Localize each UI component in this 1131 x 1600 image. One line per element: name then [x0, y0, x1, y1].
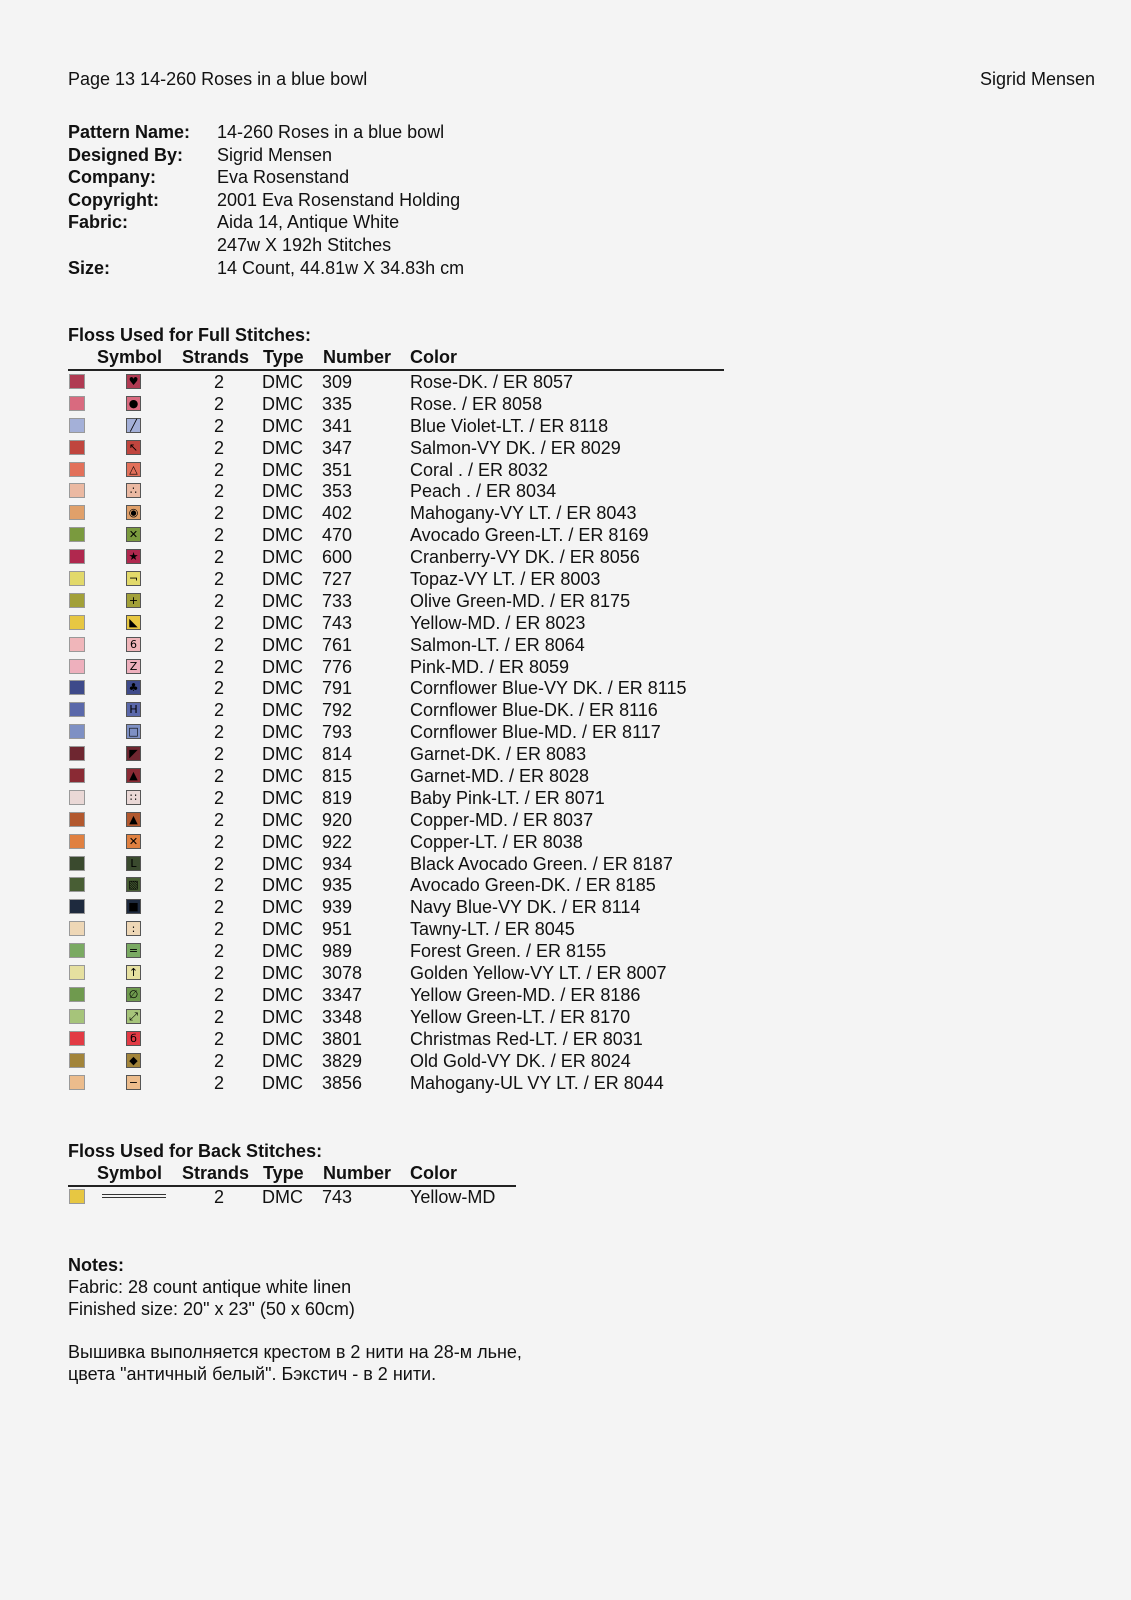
col-type: Type [263, 1163, 304, 1183]
cell-number: 3829 [322, 1050, 363, 1071]
cell-strands: 2 [214, 569, 225, 590]
cell-type: DMC [262, 1028, 303, 1049]
table-row [68, 415, 728, 437]
cell-strands: 2 [214, 744, 225, 765]
cell-number: 600 [322, 547, 353, 568]
cell-color: Yellow Green-LT. / ER 8170 [410, 1006, 631, 1027]
cell-type: DMC [262, 437, 303, 458]
col-color: Color [410, 347, 457, 367]
stitch-symbol-icon: : [126, 921, 141, 936]
table-row [68, 765, 728, 787]
table-row [68, 743, 728, 765]
stitch-symbol-icon: б [126, 1031, 141, 1046]
cell-number: 347 [322, 437, 353, 458]
info-row-copyright [68, 189, 464, 212]
cell-strands: 2 [214, 897, 225, 918]
cell-strands: 2 [214, 459, 225, 480]
table-row [68, 699, 728, 721]
stitch-symbol-icon: ▲ [126, 812, 141, 827]
color-swatch [69, 877, 85, 892]
cell-type: DMC [262, 459, 303, 480]
cell-color: Garnet-DK. / ER 8083 [410, 744, 587, 765]
color-swatch [69, 1009, 85, 1024]
info-value: 14-260 Roses in a blue bowl [217, 122, 445, 142]
color-swatch [69, 1189, 85, 1204]
table-row [68, 656, 728, 678]
cell-type: DMC [262, 1006, 303, 1027]
cell-strands: 2 [214, 415, 225, 436]
cell-number: 920 [322, 809, 353, 830]
cell-color: Navy Blue-VY DK. / ER 8114 [410, 897, 641, 918]
info-value: Aida 14, Antique White [217, 212, 400, 233]
col-number: Number [323, 1163, 392, 1183]
color-swatch [69, 593, 85, 608]
table-row [68, 677, 728, 699]
table-row [68, 984, 728, 1006]
table-row [68, 1006, 728, 1028]
color-swatch [69, 440, 85, 455]
stitch-symbol-icon: ♣ [126, 680, 141, 695]
cell-number: 353 [322, 481, 353, 502]
cell-color: Cranberry-VY DK. / ER 8056 [410, 547, 640, 568]
cell-number: 3078 [322, 963, 363, 984]
table-row [68, 1186, 516, 1208]
info-label: Designed By: [68, 144, 184, 165]
notes-title: Notes: [68, 1255, 125, 1275]
cell-number: 3348 [322, 1006, 363, 1027]
cell-color: Rose-DK. / ER 8057 [410, 372, 574, 392]
cell-type: DMC [262, 897, 303, 918]
page-header-title: Page 13 14-260 Roses in a blue bowl [68, 69, 368, 89]
cell-color: Forest Green. / ER 8155 [410, 941, 607, 962]
cell-number: 793 [322, 722, 353, 743]
table-row [68, 918, 728, 940]
color-swatch [69, 680, 85, 695]
color-swatch [69, 812, 85, 827]
stitch-symbol-icon: ▲ [126, 768, 141, 783]
cell-color: Rose. / ER 8058 [410, 393, 543, 414]
stitch-symbol-icon: ◣ [126, 615, 141, 630]
table-row [68, 1050, 728, 1072]
cell-type: DMC [262, 612, 303, 633]
cell-number: 934 [322, 853, 353, 874]
cell-strands: 2 [214, 372, 225, 392]
color-swatch [69, 571, 85, 586]
table-row [68, 524, 728, 546]
cell-number: 733 [322, 590, 353, 611]
notes [68, 1254, 522, 1385]
pattern-info [68, 121, 464, 279]
color-swatch [69, 702, 85, 717]
color-swatch [69, 418, 85, 433]
info-row-size [68, 257, 464, 280]
cell-type: DMC [262, 569, 303, 590]
stitch-symbol-icon: + [126, 593, 141, 608]
stitch-symbol-icon: ∴ [126, 483, 141, 498]
info-value: 2001 Eva Rosenstand Holding [217, 189, 461, 210]
cell-number: 341 [322, 415, 353, 436]
cell-strands: 2 [214, 503, 225, 524]
cell-number: 791 [322, 678, 353, 699]
cell-type: DMC [262, 590, 303, 611]
cell-color: Baby Pink-LT. / ER 8071 [410, 787, 605, 808]
color-swatch [69, 768, 85, 783]
cell-number: 335 [322, 393, 353, 414]
cell-number: 351 [322, 459, 353, 480]
cell-color: Garnet-MD. / ER 8028 [410, 766, 590, 787]
table-row [68, 962, 728, 984]
color-swatch [69, 396, 85, 411]
color-swatch [69, 834, 85, 849]
cell-number: 935 [322, 875, 353, 896]
cell-strands: 2 [214, 809, 225, 830]
cell-color: Pink-MD. / ER 8059 [410, 656, 570, 677]
cell-strands: 2 [214, 656, 225, 677]
color-swatch [69, 527, 85, 542]
cell-strands: 2 [214, 393, 225, 414]
table-row [68, 853, 728, 875]
cell-type: DMC [262, 656, 303, 677]
color-swatch [69, 1053, 85, 1068]
full-stitches-title: Floss Used for Full Stitches: [68, 325, 312, 345]
cell-strands: 2 [214, 1072, 225, 1093]
info-label: Pattern Name: [68, 122, 191, 142]
cell-number: 761 [322, 634, 353, 655]
table-row [68, 721, 728, 743]
info-row-fabric [68, 211, 464, 234]
cell-color: Mahogany-VY LT. / ER 8043 [410, 503, 637, 524]
cell-number: 743 [322, 1187, 353, 1207]
cell-strands: 2 [214, 678, 225, 699]
cell-type: DMC [262, 547, 303, 568]
stitch-symbol-icon: 6 [126, 637, 141, 652]
cell-strands: 2 [214, 481, 225, 502]
cell-color: Peach . / ER 8034 [410, 481, 557, 502]
cell-strands: 2 [214, 984, 225, 1005]
cell-type: DMC [262, 525, 303, 546]
cell-type: DMC [262, 372, 303, 392]
cell-number: 939 [322, 897, 353, 918]
cell-strands: 2 [214, 787, 225, 808]
stitch-symbol-icon: ● [126, 396, 141, 411]
cell-color: Coral . / ER 8032 [410, 459, 549, 480]
cell-type: DMC [262, 503, 303, 524]
cell-color: Copper-MD. / ER 8037 [410, 809, 594, 830]
cell-color: Cornflower Blue-MD. / ER 8117 [410, 722, 661, 743]
stitch-symbol-icon: ↑ [126, 965, 141, 980]
table-row [68, 371, 728, 393]
cell-type: DMC [262, 787, 303, 808]
info-row-pattern-name [68, 121, 464, 144]
stitch-symbol-icon: ◉ [126, 505, 141, 520]
backstitch-line-icon [102, 1194, 166, 1198]
stitch-symbol-icon: ✕ [126, 527, 141, 542]
cell-type: DMC [262, 1072, 303, 1093]
color-swatch [69, 987, 85, 1002]
cell-number: 3347 [322, 984, 363, 1005]
stitch-symbol-icon: = [126, 943, 141, 958]
table-row [68, 612, 728, 634]
table-row [68, 634, 728, 656]
color-swatch [69, 790, 85, 805]
cell-color: Copper-LT. / ER 8038 [410, 831, 583, 852]
cell-number: 819 [322, 787, 353, 808]
cell-strands: 2 [214, 634, 225, 655]
stitch-symbol-icon: ★ [126, 549, 141, 564]
stitch-symbol-icon: ▧ [126, 877, 141, 892]
table-row [68, 787, 728, 809]
info-row-stitches [68, 234, 464, 257]
color-swatch [69, 462, 85, 477]
stitch-symbol-icon: H [126, 702, 141, 717]
cell-number: 951 [322, 919, 353, 940]
info-value: Sigrid Mensen [217, 144, 333, 165]
notes-line: Finished size: 20" x 23" (50 x 60cm) [68, 1299, 355, 1319]
col-color: Color [410, 1163, 457, 1183]
cell-type: DMC [262, 393, 303, 414]
color-swatch [69, 659, 85, 674]
table-row [68, 502, 728, 524]
color-swatch [69, 549, 85, 564]
cell-color: Salmon-LT. / ER 8064 [410, 634, 585, 655]
cell-type: DMC [262, 722, 303, 743]
cell-color: Golden Yellow-VY LT. / ER 8007 [410, 963, 667, 984]
cell-strands: 2 [214, 875, 225, 896]
color-swatch [69, 374, 85, 389]
cell-type: DMC [262, 744, 303, 765]
cell-number: 776 [322, 656, 353, 677]
cell-strands: 2 [214, 1028, 225, 1049]
notes-line: Fabric: 28 count antique white linen [68, 1277, 352, 1297]
stitch-symbol-icon: Z [126, 659, 141, 674]
col-strands: Strands [182, 347, 250, 367]
full-stitches-table [68, 371, 728, 1093]
info-value: Eva Rosenstand [217, 167, 350, 188]
cell-type: DMC [262, 963, 303, 984]
cell-type: DMC [262, 766, 303, 787]
cell-number: 470 [322, 525, 353, 546]
cell-strands: 2 [214, 853, 225, 874]
table-row [68, 480, 728, 502]
cell-number: 3856 [322, 1072, 363, 1093]
cell-type: DMC [262, 984, 303, 1005]
table-row [68, 459, 728, 481]
cell-color: Blue Violet-LT. / ER 8118 [410, 415, 609, 436]
stitch-symbol-icon: ╱ [126, 418, 141, 433]
cell-strands: 2 [214, 831, 225, 852]
cell-type: DMC [262, 700, 303, 721]
stitch-symbol-icon: ¬ [126, 571, 141, 586]
cell-type: DMC [262, 678, 303, 699]
cell-type: DMC [262, 809, 303, 830]
stitch-symbol-icon: L [126, 856, 141, 871]
back-stitches-header [68, 1163, 516, 1187]
cell-strands: 2 [214, 766, 225, 787]
cell-strands: 2 [214, 547, 225, 568]
cell-color: Yellow-MD [410, 1187, 496, 1207]
color-swatch [69, 746, 85, 761]
cell-color: Cornflower Blue-VY DK. / ER 8115 [410, 678, 687, 699]
color-swatch [69, 899, 85, 914]
stitch-symbol-icon: ∅ [126, 987, 141, 1002]
color-swatch [69, 965, 85, 980]
cell-strands: 2 [214, 525, 225, 546]
stitch-symbol-icon: ♥ [126, 374, 141, 389]
info-value: 247w X 192h Stitches [217, 234, 392, 255]
info-label [68, 234, 217, 257]
stitch-symbol-icon: △ [126, 462, 141, 477]
table-row [68, 590, 728, 612]
cell-strands: 2 [214, 919, 225, 940]
stitch-symbol-icon: ◆ [126, 1053, 141, 1068]
color-swatch [69, 724, 85, 739]
stitch-symbol-icon: − [126, 1075, 141, 1090]
color-swatch [69, 1031, 85, 1046]
cell-type: DMC [262, 875, 303, 896]
cell-color: Avocado Green-LT. / ER 8169 [410, 525, 649, 546]
notes-ru-line: цвета "античный белый". Бэкстич - в 2 нити. [68, 1364, 437, 1384]
table-row [68, 546, 728, 568]
cell-number: 743 [322, 612, 353, 633]
stitch-symbol-icon: ■ [126, 899, 141, 914]
col-strands: Strands [182, 1163, 250, 1183]
cell-strands: 2 [214, 941, 225, 962]
col-symbol: Symbol [97, 1163, 163, 1183]
cell-strands: 2 [214, 963, 225, 984]
table-row [68, 874, 728, 896]
table-row [68, 393, 728, 415]
info-row-company [68, 166, 464, 189]
col-type: Type [263, 347, 304, 367]
cell-color: Mahogany-UL VY LT. / ER 8044 [410, 1072, 664, 1093]
cell-type: DMC [262, 1187, 303, 1207]
cell-type: DMC [262, 1050, 303, 1071]
color-swatch [69, 1075, 85, 1090]
cell-type: DMC [262, 634, 303, 655]
cell-number: 989 [322, 941, 353, 962]
info-label: Copyright: [68, 189, 159, 210]
stitch-symbol-icon: ◤ [126, 746, 141, 761]
col-number: Number [323, 347, 392, 367]
stitch-symbol-icon: ⤢ [126, 1009, 141, 1024]
cell-color: Avocado Green-DK. / ER 8185 [410, 875, 656, 896]
cell-number: 792 [322, 700, 353, 721]
cell-color: Olive Green-MD. / ER 8175 [410, 590, 631, 611]
table-row [68, 940, 728, 962]
cell-color: Salmon-VY DK. / ER 8029 [410, 437, 621, 458]
cell-color: Old Gold-VY DK. / ER 8024 [410, 1050, 631, 1071]
cell-color: Christmas Red-LT. / ER 8031 [410, 1028, 643, 1049]
color-swatch [69, 615, 85, 630]
table-row [68, 831, 728, 853]
cell-strands: 2 [214, 722, 225, 743]
full-stitches-header [68, 347, 724, 371]
stitch-symbol-icon: □ [126, 724, 141, 739]
info-label: Size: [68, 257, 111, 278]
info-value: 14 Count, 44.81w X 34.83h cm [217, 257, 465, 278]
cell-number: 814 [322, 744, 353, 765]
cell-number: 727 [322, 569, 353, 590]
cell-strands: 2 [214, 1006, 225, 1027]
stitch-symbol-icon: ∷ [126, 790, 141, 805]
cell-color: Yellow Green-MD. / ER 8186 [410, 984, 641, 1005]
cell-number: 922 [322, 831, 353, 852]
table-row [68, 1028, 728, 1050]
cell-color: Tawny-LT. / ER 8045 [410, 919, 575, 940]
cell-strands: 2 [214, 700, 225, 721]
color-swatch [69, 921, 85, 936]
info-label: Fabric: [68, 212, 129, 233]
color-swatch [69, 505, 85, 520]
cell-color: Topaz-VY LT. / ER 8003 [410, 569, 601, 590]
cell-number: 309 [322, 372, 353, 392]
stitch-symbol-icon: ↖ [126, 440, 141, 455]
cell-number: 815 [322, 766, 353, 787]
cell-type: DMC [262, 481, 303, 502]
cell-strands: 2 [214, 612, 225, 633]
cell-strands: 2 [214, 590, 225, 611]
cell-number: 402 [322, 503, 353, 524]
table-row [68, 1072, 728, 1094]
back-stitches-title: Floss Used for Back Stitches: [68, 1141, 323, 1161]
cell-color: Yellow-MD. / ER 8023 [410, 612, 586, 633]
cell-strands: 2 [214, 437, 225, 458]
color-swatch [69, 943, 85, 958]
page-header-author: Sigrid Mensen [979, 69, 1095, 89]
table-row [68, 437, 728, 459]
cell-type: DMC [262, 919, 303, 940]
stitch-symbol-icon: ✕ [126, 834, 141, 849]
info-label: Company: [68, 167, 157, 188]
back-stitches-table [68, 1186, 516, 1208]
cell-type: DMC [262, 415, 303, 436]
cell-number: 3801 [322, 1028, 363, 1049]
cell-color: Black Avocado Green. / ER 8187 [410, 853, 673, 874]
cell-strands: 2 [214, 1187, 225, 1207]
color-swatch [69, 856, 85, 871]
table-row [68, 896, 728, 918]
cell-strands: 2 [214, 1050, 225, 1071]
table-row [68, 568, 728, 590]
cell-type: DMC [262, 831, 303, 852]
col-symbol: Symbol [97, 347, 163, 367]
info-row-designer [68, 144, 464, 167]
color-swatch [69, 483, 85, 498]
cell-color: Cornflower Blue-DK. / ER 8116 [410, 700, 658, 721]
cell-type: DMC [262, 853, 303, 874]
color-swatch [69, 637, 85, 652]
table-row [68, 809, 728, 831]
cell-type: DMC [262, 941, 303, 962]
notes-ru-line: Вышивка выполняется крестом в 2 нити на 28-м льне, [68, 1342, 522, 1362]
